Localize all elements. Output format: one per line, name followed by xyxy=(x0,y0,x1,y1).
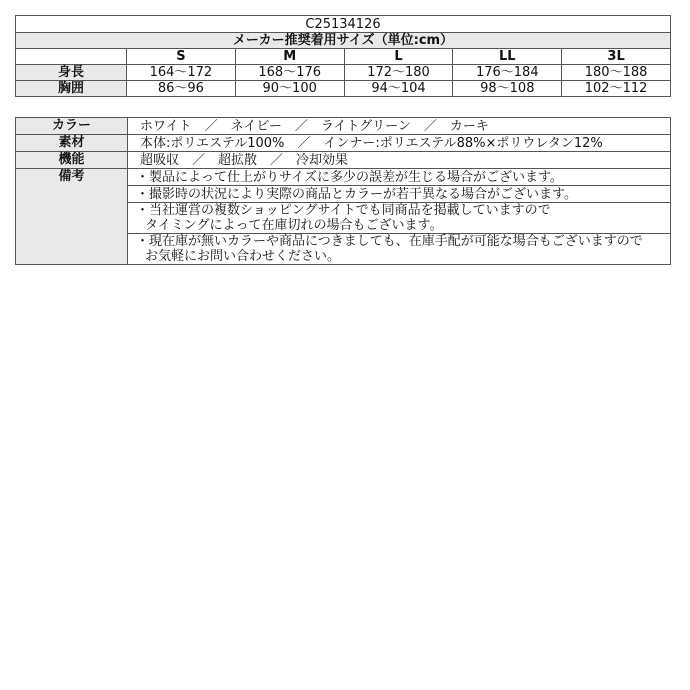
color-label: カラー xyxy=(16,118,128,135)
height-ll: 176〜184 xyxy=(453,65,562,81)
size-header-l: L xyxy=(344,49,453,65)
material-label: 素材 xyxy=(16,135,128,152)
chest-label: 胸囲 xyxy=(16,81,127,97)
chest-row xyxy=(16,81,671,97)
note-line: ・撮影時の状況により実際の商品とカラーが若干異なる場合がございます。 xyxy=(136,186,577,202)
size-header-corner xyxy=(16,49,127,65)
function-value: 超吸収 ／ 超拡散 ／ 冷却効果 xyxy=(128,152,671,169)
product-code: C25134126 xyxy=(16,16,671,33)
size-header-row xyxy=(16,49,671,65)
size-header-ll: LL xyxy=(453,49,562,65)
note-line: ・当社運営の複数ショッピングサイトでも同商品を掲載していますので xyxy=(136,203,551,218)
color-value: ホワイト ／ ネイビー ／ ライトグリーン ／ カーキ xyxy=(128,118,671,135)
height-m: 168〜176 xyxy=(235,65,344,81)
chest-s: 86〜96 xyxy=(127,81,236,97)
size-header-m: M xyxy=(235,49,344,65)
spec-table xyxy=(15,117,671,265)
chest-l: 94〜104 xyxy=(344,81,453,97)
material-value: 本体:ポリエステル100% ／ インナー:ポリエステル88%×ポリウレタン12% xyxy=(128,135,671,152)
size-header-s: S xyxy=(127,49,236,65)
height-3l: 180〜188 xyxy=(562,65,671,81)
height-s: 164〜172 xyxy=(127,65,236,81)
note-item xyxy=(128,169,671,186)
note-line: ・現在庫が無いカラーや商品につきましても、在庫手配が可能な場合もございますので xyxy=(136,234,643,249)
note-line: ・製品によって仕上がりサイズに多少の誤差が生じる場合がございます。 xyxy=(136,169,563,185)
height-l: 172〜180 xyxy=(344,65,453,81)
size-table-subtitle: メーカー推奨着用サイズ（単位:cm） xyxy=(16,33,671,49)
chest-ll: 98〜108 xyxy=(453,81,562,97)
size-table xyxy=(15,15,671,97)
note-line: お気軽にお問い合わせください。 xyxy=(145,249,341,264)
size-header-3l: 3L xyxy=(562,49,671,65)
function-row xyxy=(16,152,671,169)
notes-row-1 xyxy=(16,169,671,186)
material-row xyxy=(16,135,671,152)
chest-m: 90〜100 xyxy=(235,81,344,97)
height-label: 身長 xyxy=(16,65,127,81)
chest-3l: 102〜112 xyxy=(562,81,671,97)
note-item xyxy=(128,234,671,265)
note-item xyxy=(128,203,671,234)
note-line: タイミングによって在庫切れの場合もございます。 xyxy=(145,218,443,233)
note-item xyxy=(128,186,671,203)
function-label: 機能 xyxy=(16,152,128,169)
color-row xyxy=(16,118,671,135)
notes-label: 備考 xyxy=(16,169,128,265)
height-row xyxy=(16,65,671,81)
